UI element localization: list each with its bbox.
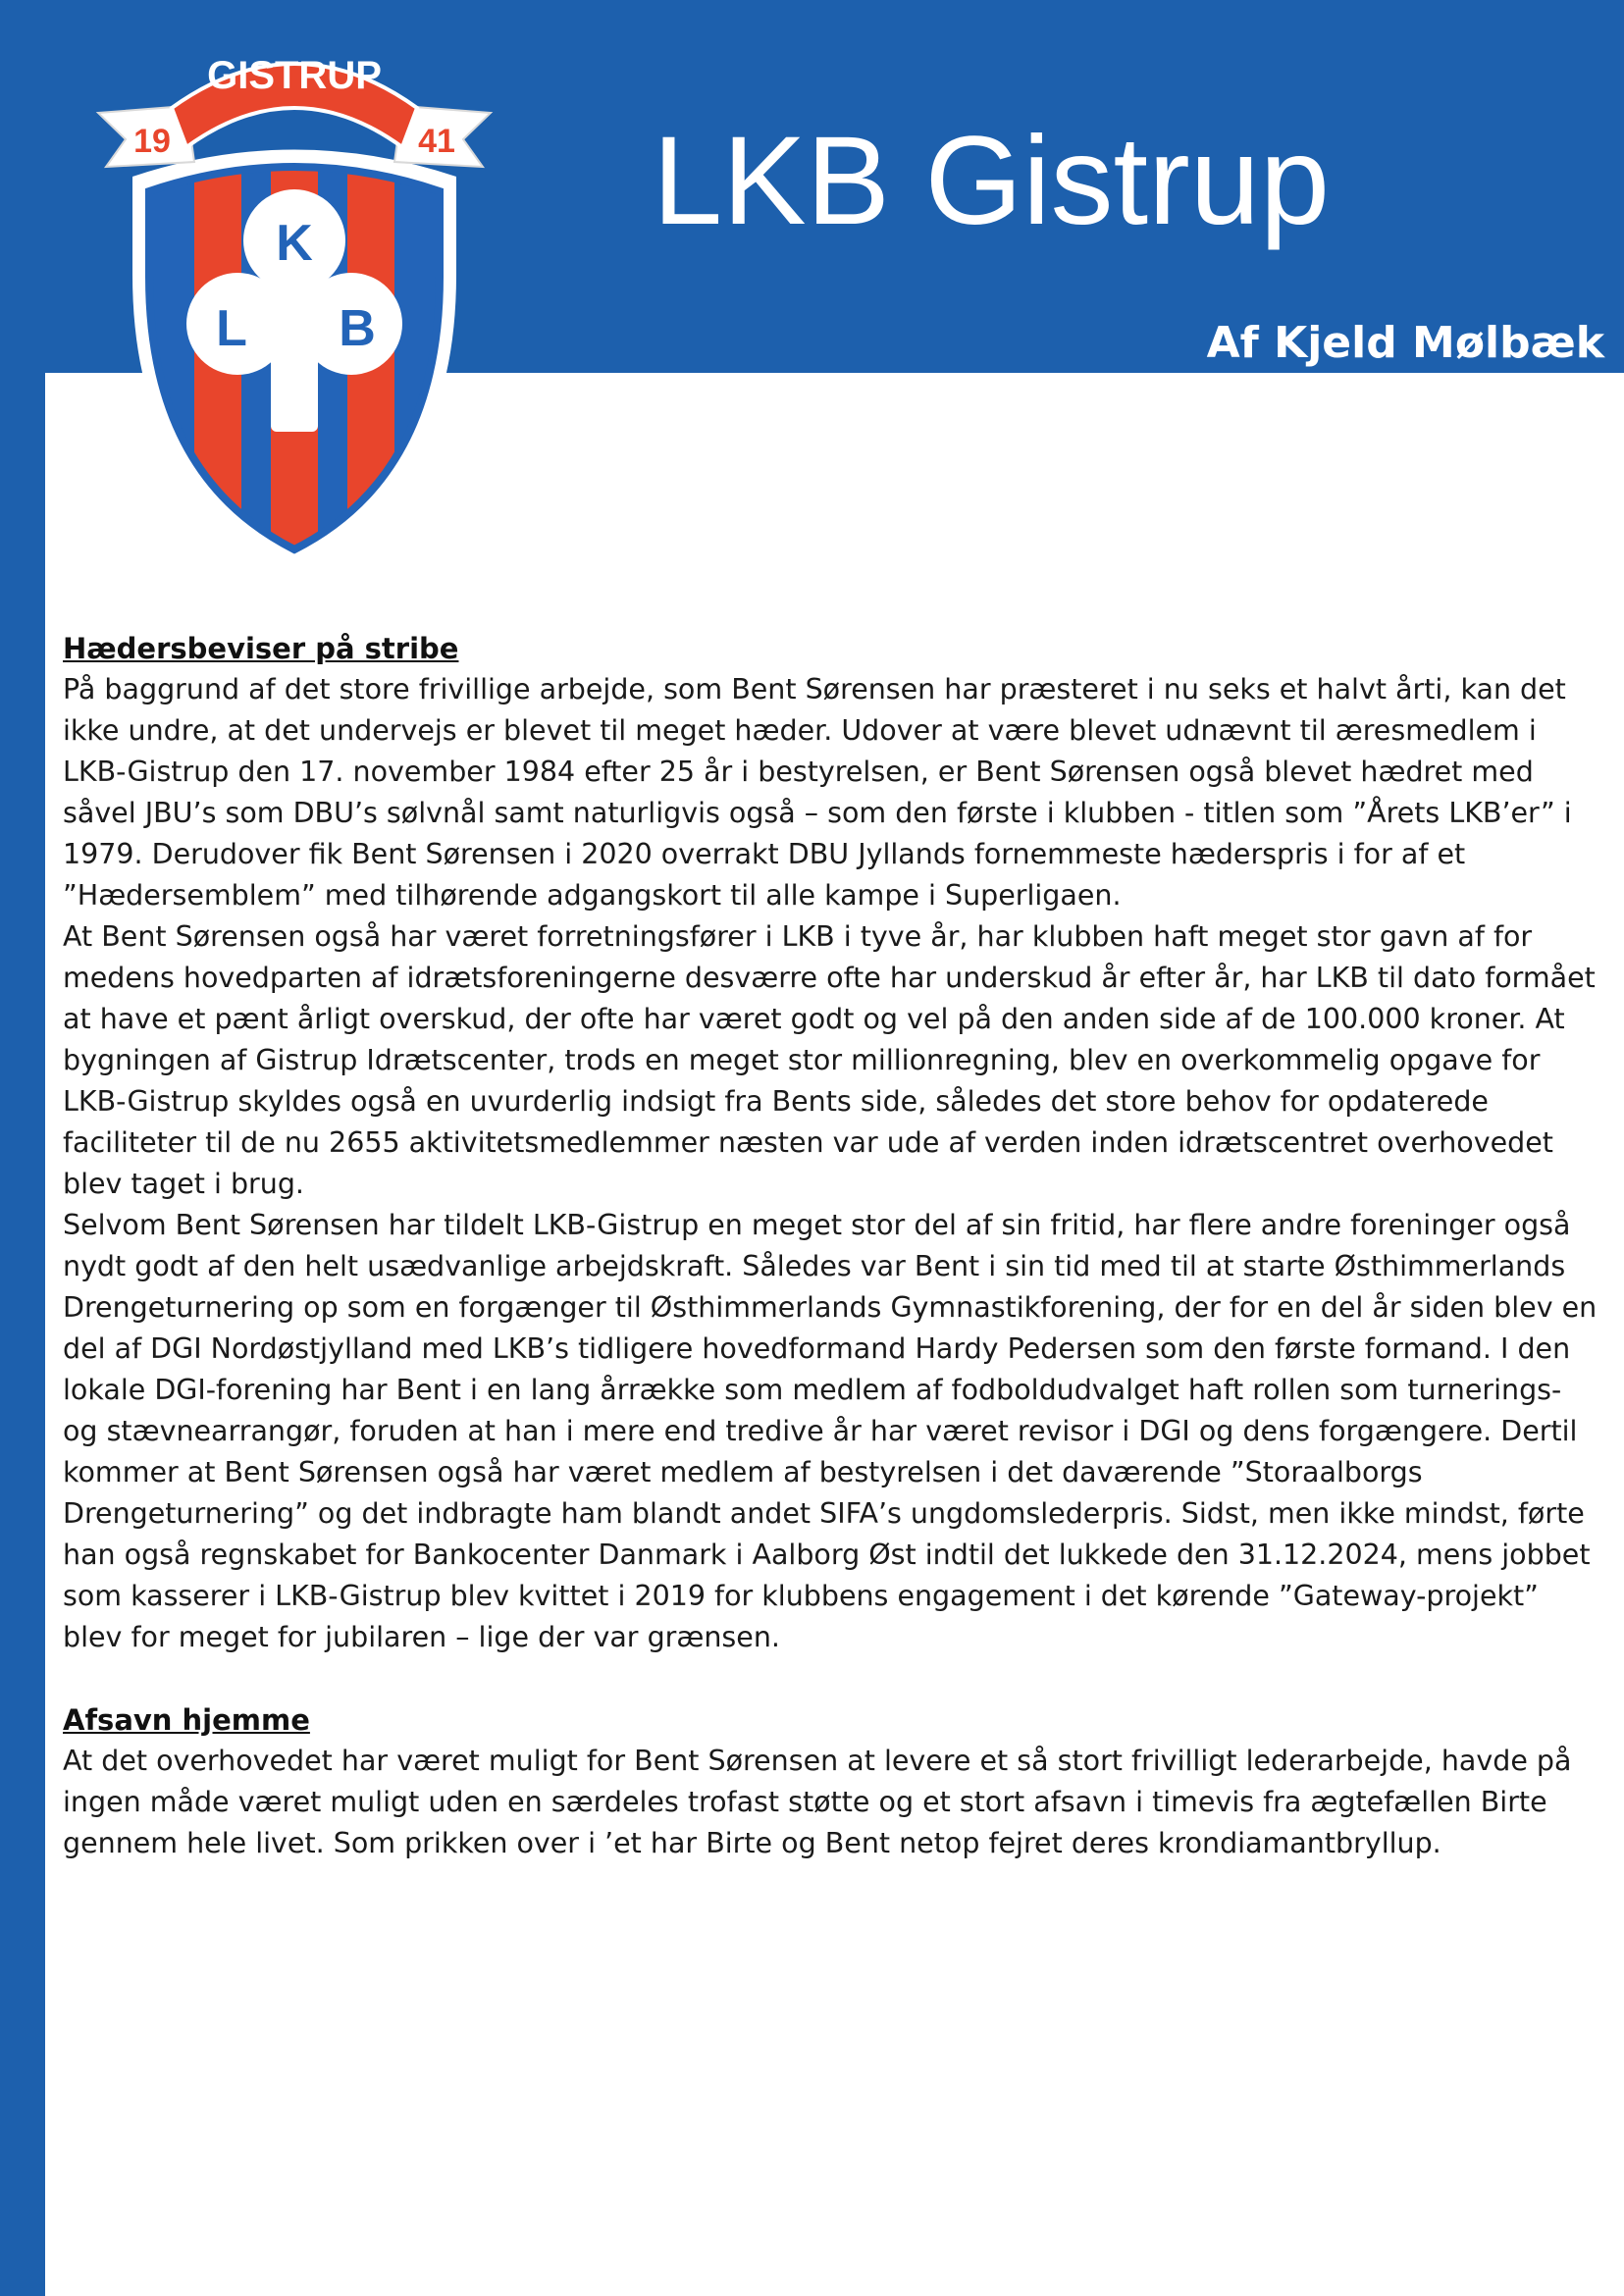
logo-banner-text: GISTRUP	[207, 54, 382, 97]
club-logo	[79, 29, 510, 579]
section-heading: Hædersbeviser på stribe	[63, 632, 459, 665]
logo-letter-l: L	[216, 300, 247, 357]
logo-year-right: 41	[418, 123, 455, 160]
logo-year-left: 19	[133, 123, 171, 160]
logo-letter-k: K	[276, 215, 313, 272]
logo-letter-b: B	[339, 300, 376, 357]
section-spacer	[63, 1658, 1603, 1699]
article-paragraph: Selvom Bent Sørensen har tildelt LKB-Gistrup en meget stor del af sin fritid, har flere andre foreninger også nydt godt af den helt usædvanlige arbejdskraft. Således var Bent i sin tid med til at starte Østhimmerlands Drengeturnering op som en forgænger til Østhimmerlands Gymnastikforening, der for en del år siden blev en del af DGI Nordøstjylland med LKB’s tidligere hovedformand Hardy Pedersen som den første formand. I den lokale DGI-forening har Bent i en lang årrække som medlem af fodboldudvalget haft rollen som turnerings- og stævnearrangør, foruden at han i mere end tredive år har været revisor i DGI og dens forgængere. Dertil kommer at Bent Sørensen også har været medlem af bestyrelsen i det daværende ”Storaalborgs Drengeturnering” og det indbragte ham blandt andet SIFA’s ungdomslederpris. Sidst, men ikke mindst, førte han også regnskabet for Bankocenter Danmark i Aalborg Øst indtil det lukkede den 31.12.2024, mens jobbet som kasserer i LKB-Gistrup blev kvittet i 2019 for klubbens engagement i det kørende ”Gateway-projekt” blev for meget for jubilaren – lige der var grænsen.	[63, 1209, 1598, 1653]
article-paragraph: At Bent Sørensen også har været forretningsfører i LKB i tyve år, har klubben haft meget stor gavn af for medens hovedparten af idrætsforeningerne desværre ofte har underskud år efter år, har LKB til dato formået at have et pænt årligt overskud, der ofte har været godt og vel på den anden side af de 100.000 kroner. At bygningen af Gistrup Idrætscenter, trods en meget stor millionregning, blev en overkommelig opgave for LKB-Gistrup skyldes også en uvurderlig indsigt fra Bents side, således det store behov for opdaterede faciliteter til de nu 2655 aktivitetsmedlemmer næsten var ude af verden inden idrætscentret overhovedet blev taget i brug.	[63, 920, 1596, 1200]
article-paragraph: På baggrund af det store frivillige arbejde, som Bent Sørensen har præsteret i nu seks et halvt årti, kan det ikke undre, at det undervejs er blevet til meget hæder. Udover at være blevet udnævnt til æresmedlem i LKB-Gistrup den 17. november 1984 efter 25 år i bestyrelsen, er Bent Sørensen også blevet hædret med såvel JBU’s som DBU’s sølvnål samt naturligvis også – som den første i klubben - titlen som ”Årets LKB’er” i 1979. Derudover fik Bent Sørensen i 2020 overrakt DBU Jyllands fornemmeste hæderspris i for af et ”Hædersemblem” med tilhørende adgangskort til alle kampe i Superligaen.	[63, 673, 1572, 912]
article-body	[63, 628, 1603, 1864]
author-byline: Af Kjeld Mølbæk	[1206, 318, 1604, 368]
section-heading: Afsavn hjemme	[63, 1703, 310, 1737]
club-name-title: LKB Gistrup	[653, 111, 1331, 251]
left-stripe	[0, 0, 45, 2296]
article-paragraph: At det overhovedet har været muligt for Bent Sørensen at levere et så stort frivilligt lederarbejde, havde på ingen måde været muligt uden en særdeles trofast støtte og et stort afsavn i timevis fra ægtefællen Birte gennem hele livet. Som prikken over i ’et har Birte og Bent netop fejret deres krondiamantbryllup.	[63, 1745, 1572, 1859]
